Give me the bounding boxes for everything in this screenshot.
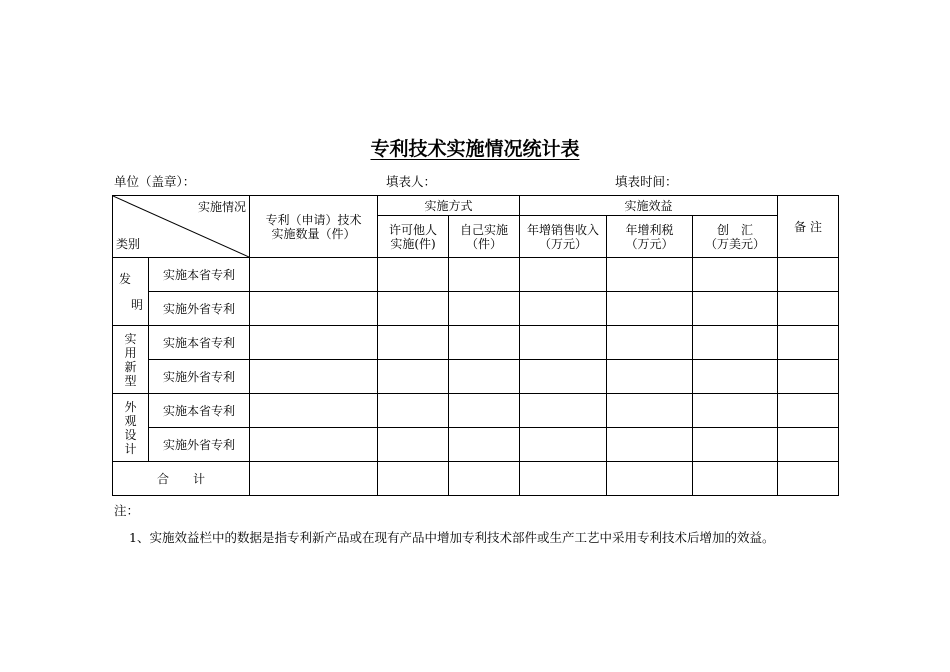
data-cell[interactable] (449, 326, 520, 360)
data-cell[interactable] (778, 258, 839, 292)
data-cell[interactable] (693, 394, 778, 428)
category-char: 发 (119, 271, 132, 286)
table-row (113, 428, 839, 462)
row-label: 实施本省专利 (149, 394, 250, 428)
header-row-1 (113, 196, 839, 216)
profit-tax-line1: 年增利税 (625, 222, 674, 237)
profit-tax-line2: （万元） (625, 236, 674, 251)
data-cell[interactable] (693, 428, 778, 462)
data-cell[interactable] (378, 258, 449, 292)
data-cell[interactable] (520, 360, 607, 394)
data-cell[interactable] (250, 292, 378, 326)
data-cell[interactable] (520, 428, 607, 462)
data-cell[interactable] (449, 258, 520, 292)
sales-increase-line2: （万元） (539, 236, 588, 251)
data-cell[interactable] (778, 292, 839, 326)
sales-increase-line1: 年增销售收入 (527, 222, 600, 237)
category-char: 明 (130, 297, 143, 312)
data-cell[interactable] (250, 428, 378, 462)
data-cell[interactable] (378, 428, 449, 462)
data-cell[interactable] (449, 428, 520, 462)
diagonal-top-label: 实施情况 (197, 200, 246, 214)
self-implement-header (449, 216, 520, 258)
page-title: 专利技术实施情况统计表 (370, 138, 580, 160)
category-char: 新 (124, 359, 137, 374)
total-label: 合 计 (113, 462, 250, 496)
forex-line2: （万美元） (705, 236, 766, 251)
row-label: 实施外省专利 (149, 292, 250, 326)
benefit-group-header: 实施效益 (520, 196, 778, 216)
data-cell[interactable] (250, 326, 378, 360)
sales-increase-header (520, 216, 607, 258)
statistics-table (112, 195, 839, 496)
patent-count-header (250, 196, 378, 258)
data-cell[interactable] (778, 462, 839, 496)
category-char: 计 (124, 441, 137, 456)
unit-label: 单位（盖章）： (114, 174, 196, 189)
data-cell[interactable] (693, 258, 778, 292)
data-cell[interactable] (778, 326, 839, 360)
patent-count-header-line1: 专利（申请）技术 (265, 212, 362, 227)
data-cell[interactable] (378, 462, 449, 496)
category-char: 观 (124, 413, 137, 428)
data-cell[interactable] (607, 258, 693, 292)
data-cell[interactable] (693, 360, 778, 394)
data-cell[interactable] (520, 258, 607, 292)
data-cell[interactable] (449, 394, 520, 428)
data-cell[interactable] (778, 394, 839, 428)
category-char: 外 (124, 399, 137, 414)
data-cell[interactable] (250, 394, 378, 428)
table-row (113, 292, 839, 326)
row-label: 实施本省专利 (149, 326, 250, 360)
data-cell[interactable] (607, 360, 693, 394)
table-row (113, 326, 839, 360)
data-cell[interactable] (520, 292, 607, 326)
filler-label: 填表人： (386, 174, 437, 189)
data-cell[interactable] (378, 360, 449, 394)
data-cell[interactable] (378, 326, 449, 360)
data-cell[interactable] (449, 462, 520, 496)
data-cell[interactable] (250, 462, 378, 496)
row-label: 实施本省专利 (149, 258, 250, 292)
forex-header (693, 216, 778, 258)
data-cell[interactable] (693, 326, 778, 360)
category-char: 实 (124, 331, 137, 346)
category-char: 设 (124, 427, 137, 442)
license-others-header (378, 216, 449, 258)
data-cell[interactable] (250, 258, 378, 292)
data-cell[interactable] (778, 428, 839, 462)
fill-time-label: 填表时间： (615, 174, 678, 189)
row-label: 实施外省专利 (149, 360, 250, 394)
self-implement-line1: 自己实施 (460, 222, 509, 237)
data-cell[interactable] (607, 462, 693, 496)
forex-line1: 创 汇 (717, 222, 754, 237)
remark-header: 备 注 (778, 196, 839, 258)
data-cell[interactable] (449, 292, 520, 326)
total-row (113, 462, 839, 496)
data-cell[interactable] (607, 326, 693, 360)
data-cell[interactable] (607, 292, 693, 326)
data-cell[interactable] (520, 326, 607, 360)
category-char: 用 (124, 345, 137, 360)
data-cell[interactable] (520, 462, 607, 496)
data-cell[interactable] (250, 360, 378, 394)
data-cell[interactable] (693, 292, 778, 326)
profit-tax-header (607, 216, 693, 258)
table-row (113, 258, 839, 292)
license-others-line1: 许可他人 (388, 222, 437, 237)
data-cell[interactable] (449, 360, 520, 394)
diagonal-bottom-label: 类别 (116, 237, 141, 251)
self-implement-line2: （件） (466, 236, 503, 251)
note-item: 1、实施效益栏中的数据是指专利新产品或在现有产品中增加专利技术部件或生产工艺中采用专利技术后增加的效益。 (129, 530, 775, 545)
notes-label: 注： (114, 503, 140, 518)
data-cell[interactable] (607, 428, 693, 462)
table-row (113, 360, 839, 394)
table-row (113, 394, 839, 428)
patent-count-header-line2: 实施数量（件） (271, 226, 356, 241)
category-invention (113, 258, 149, 326)
data-cell[interactable] (520, 394, 607, 428)
data-cell[interactable] (378, 394, 449, 428)
category-char: 型 (124, 373, 137, 388)
category-utility-model (113, 326, 149, 394)
data-cell[interactable] (778, 360, 839, 394)
data-cell[interactable] (693, 462, 778, 496)
category-design (113, 394, 149, 462)
data-cell[interactable] (378, 292, 449, 326)
license-others-line2: 实施(件) (390, 236, 436, 251)
data-cell[interactable] (607, 394, 693, 428)
method-group-header: 实施方式 (378, 196, 520, 216)
diagonal-header-cell (113, 196, 250, 258)
row-label: 实施外省专利 (149, 428, 250, 462)
